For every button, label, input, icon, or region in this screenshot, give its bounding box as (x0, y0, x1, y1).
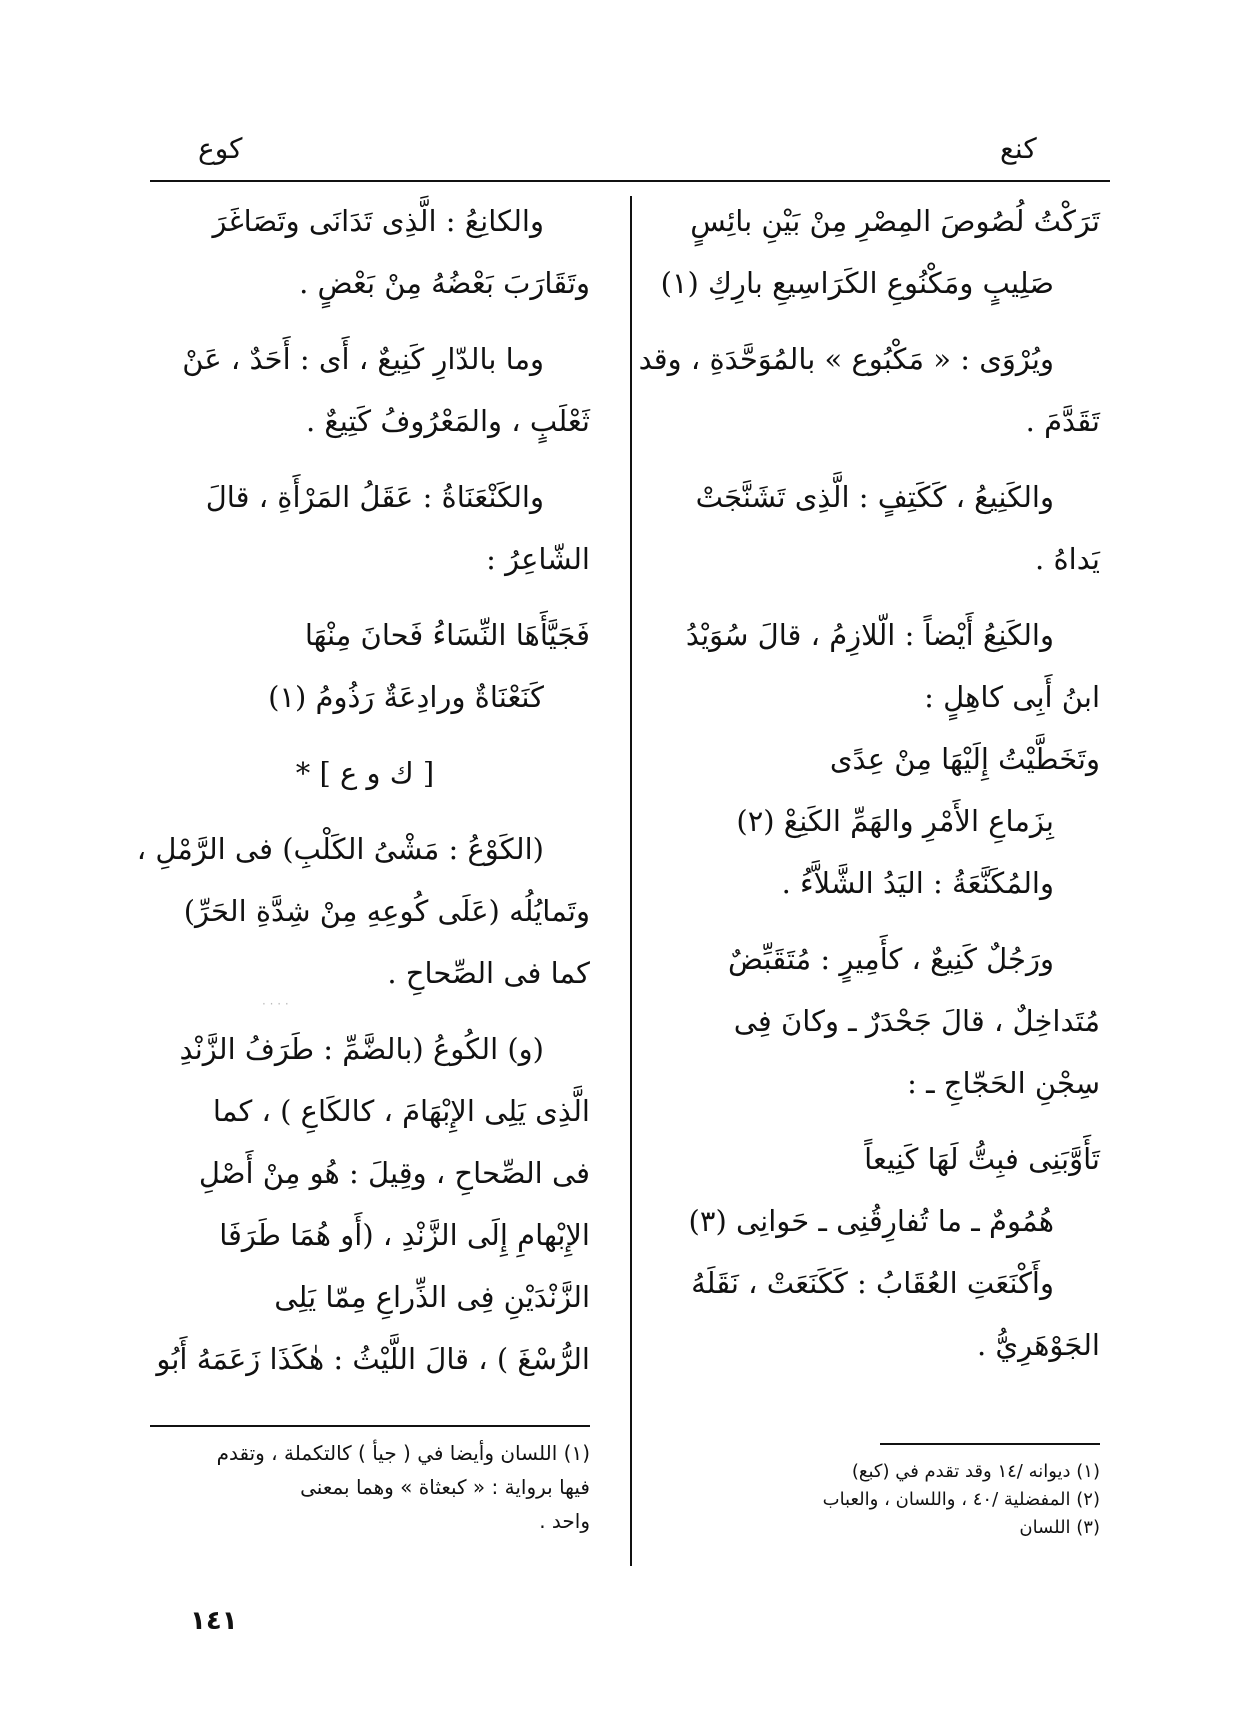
text-line: ابنُ أَبِى كاهِلٍ : (924, 680, 1100, 714)
text-line: مُتَداخِلٌ ، قالَ جَحْدَرٌ ـ وكانَ فِى (733, 1004, 1100, 1038)
footnotes-left (150, 1436, 590, 1538)
text-line: الزَّنْدَيْنِ فِى الذِّراعِ مِمّا يَلِى (274, 1280, 590, 1314)
text-line: ورَجُلٌ كَنِيعٌ ، كأَمِيرٍ : مُتَقَبِّضٌ (727, 942, 1054, 976)
verse-line: تَأَوَّبَنِى فبِتُّ لَهَا كَنِيعاً (864, 1142, 1100, 1176)
verse-line: تَرَكْتُ لُصُوصَ المِصْرِ مِنْ بَيْنِ بائِسٍ (690, 204, 1100, 238)
footnote-rule-right (880, 1443, 1100, 1445)
right-column (638, 190, 1100, 1376)
footnote: (٢) المفضلية /٤٠ ، واللسان ، والعباب (822, 1489, 1100, 1510)
text-line: (الكَوْعُ : مَشْىُ الكَلْبِ) فى الرَّمْلِ ، (136, 832, 544, 866)
text-line: وتَقَارَبَ بَعْضُهُ مِنْ بَعْضٍ . (299, 266, 590, 300)
footnote: فيها برواية : « كبعثاة » وهما بمعنى (300, 1475, 590, 1499)
footnote: (١) اللسان وأيضا في ( جيأ ) كالتكملة ، وتقدم (216, 1441, 590, 1465)
text-line: والكَنِيعُ ، كَكَتِفٍ : الَّذِى تَشَنَّجَتْ (695, 480, 1054, 514)
verse-line: وتَخَطَّيْتُ إِلَيْهَا مِنْ عِدًى (829, 742, 1100, 776)
text-line: كما فى الصِّحاحِ . (387, 956, 590, 990)
footnote-rule-left (150, 1425, 590, 1427)
running-head-left: كوع (198, 132, 243, 165)
text-line: ثَعْلَبٍ ، والمَعْرُوفُ كَتِيعٌ . (305, 404, 590, 438)
verse-line: هُمُومٌ ـ ما تُفارِقُنِى ـ حَوانِى (٣) (688, 1204, 1054, 1238)
text-line: الَّذِى يَلِى الإِبْهَامَ ، كالكَاعِ ) ، كما (212, 1094, 590, 1128)
text-line: وتَمايُلُه (عَلَى كُوعِهِ مِنْ شِدَّةِ الحَرِّ) (183, 894, 590, 928)
text-line: والكانِعُ : الَّذِى تَدَانَى وتَصَاغَرَ (212, 204, 544, 238)
text-line: والمُكَنَّعَةُ : اليَدُ الشَّلاَّءُ . (781, 866, 1054, 900)
text-line: والكَنْعَنَاةُ : عَقَلُ المَرْأَةِ ، قالَ (205, 480, 544, 514)
left-column (136, 190, 590, 1390)
text-line: فى الصِّحاحِ ، وقِيلَ : هُو مِنْ أَصْلِ (198, 1156, 590, 1190)
page-number: ١٤١ (190, 1606, 238, 1636)
text-line: الجَوْهَرِيُّ . (976, 1328, 1100, 1362)
print-smudge: · · · · (262, 997, 289, 1011)
footnote: (١) ديوانه /١٤ وقد تقدم في (كبع) (851, 1461, 1100, 1482)
text-line: تَقَدَّمَ . (1025, 404, 1100, 438)
text-line: سِجْنِ الحَجّاجِ ـ : (907, 1066, 1100, 1100)
text-line: والكَنِعُ أَيْضاً : الّلازِمُ ، قالَ سُوَيْدُ (685, 618, 1054, 652)
text-line: الإِبْهامِ إِلَى الزَّنْدِ ، (أَو هُمَا طَرَفَا (219, 1218, 590, 1252)
text-line: وما بالدّارِ كَنِيعٌ ، أَى : أَحَدٌ ، عَنْ (182, 342, 544, 376)
text-line: يَداهُ . (1035, 542, 1100, 576)
verse-line: صَلِيبٍ ومَكْنُوعِ الكَرَاسِيعِ بارِكِ (١) (660, 266, 1054, 300)
footnote: (٣) اللسان (1019, 1517, 1100, 1538)
text-line: وأَكْنَعَتِ العُقَابُ : كَكَنَعَتْ ، نَقَلَهُ (691, 1266, 1054, 1300)
footnotes-right (780, 1458, 1100, 1542)
verse-line: فَجَيَّأَهَا النِّسَاءُ فَحانَ مِنْهَا (304, 618, 590, 652)
verse-line: كَنَعْنَاةٌ ورادِعَةٌ رَذُومُ (١) (268, 680, 544, 714)
column-divider (630, 196, 632, 1566)
text-line: ويُرْوَى : « مَكْبُوع » بالمُوَحَّدَةِ ، وقد (638, 342, 1054, 376)
verse-line: بِزَماعِ الأَمْرِ والهَمِّ الكَنِعْ (٢) (736, 804, 1054, 838)
text-line: (و) الكُوعُ (بالضَّمِّ : طَرَفُ الزَّنْدِ (179, 1032, 544, 1066)
entry-heading: [ ك و ع ] * (295, 756, 435, 790)
header-rule (150, 180, 1110, 182)
text-line: الشّاعِرُ : (486, 542, 590, 576)
running-head-right: كنع (1000, 132, 1037, 165)
footnote: واحد . (539, 1509, 590, 1533)
text-line: الرُّسْغَ ) ، قالَ اللَّيْثُ : هٰكَذَا زَعَمَهُ أَبُو (156, 1342, 590, 1376)
